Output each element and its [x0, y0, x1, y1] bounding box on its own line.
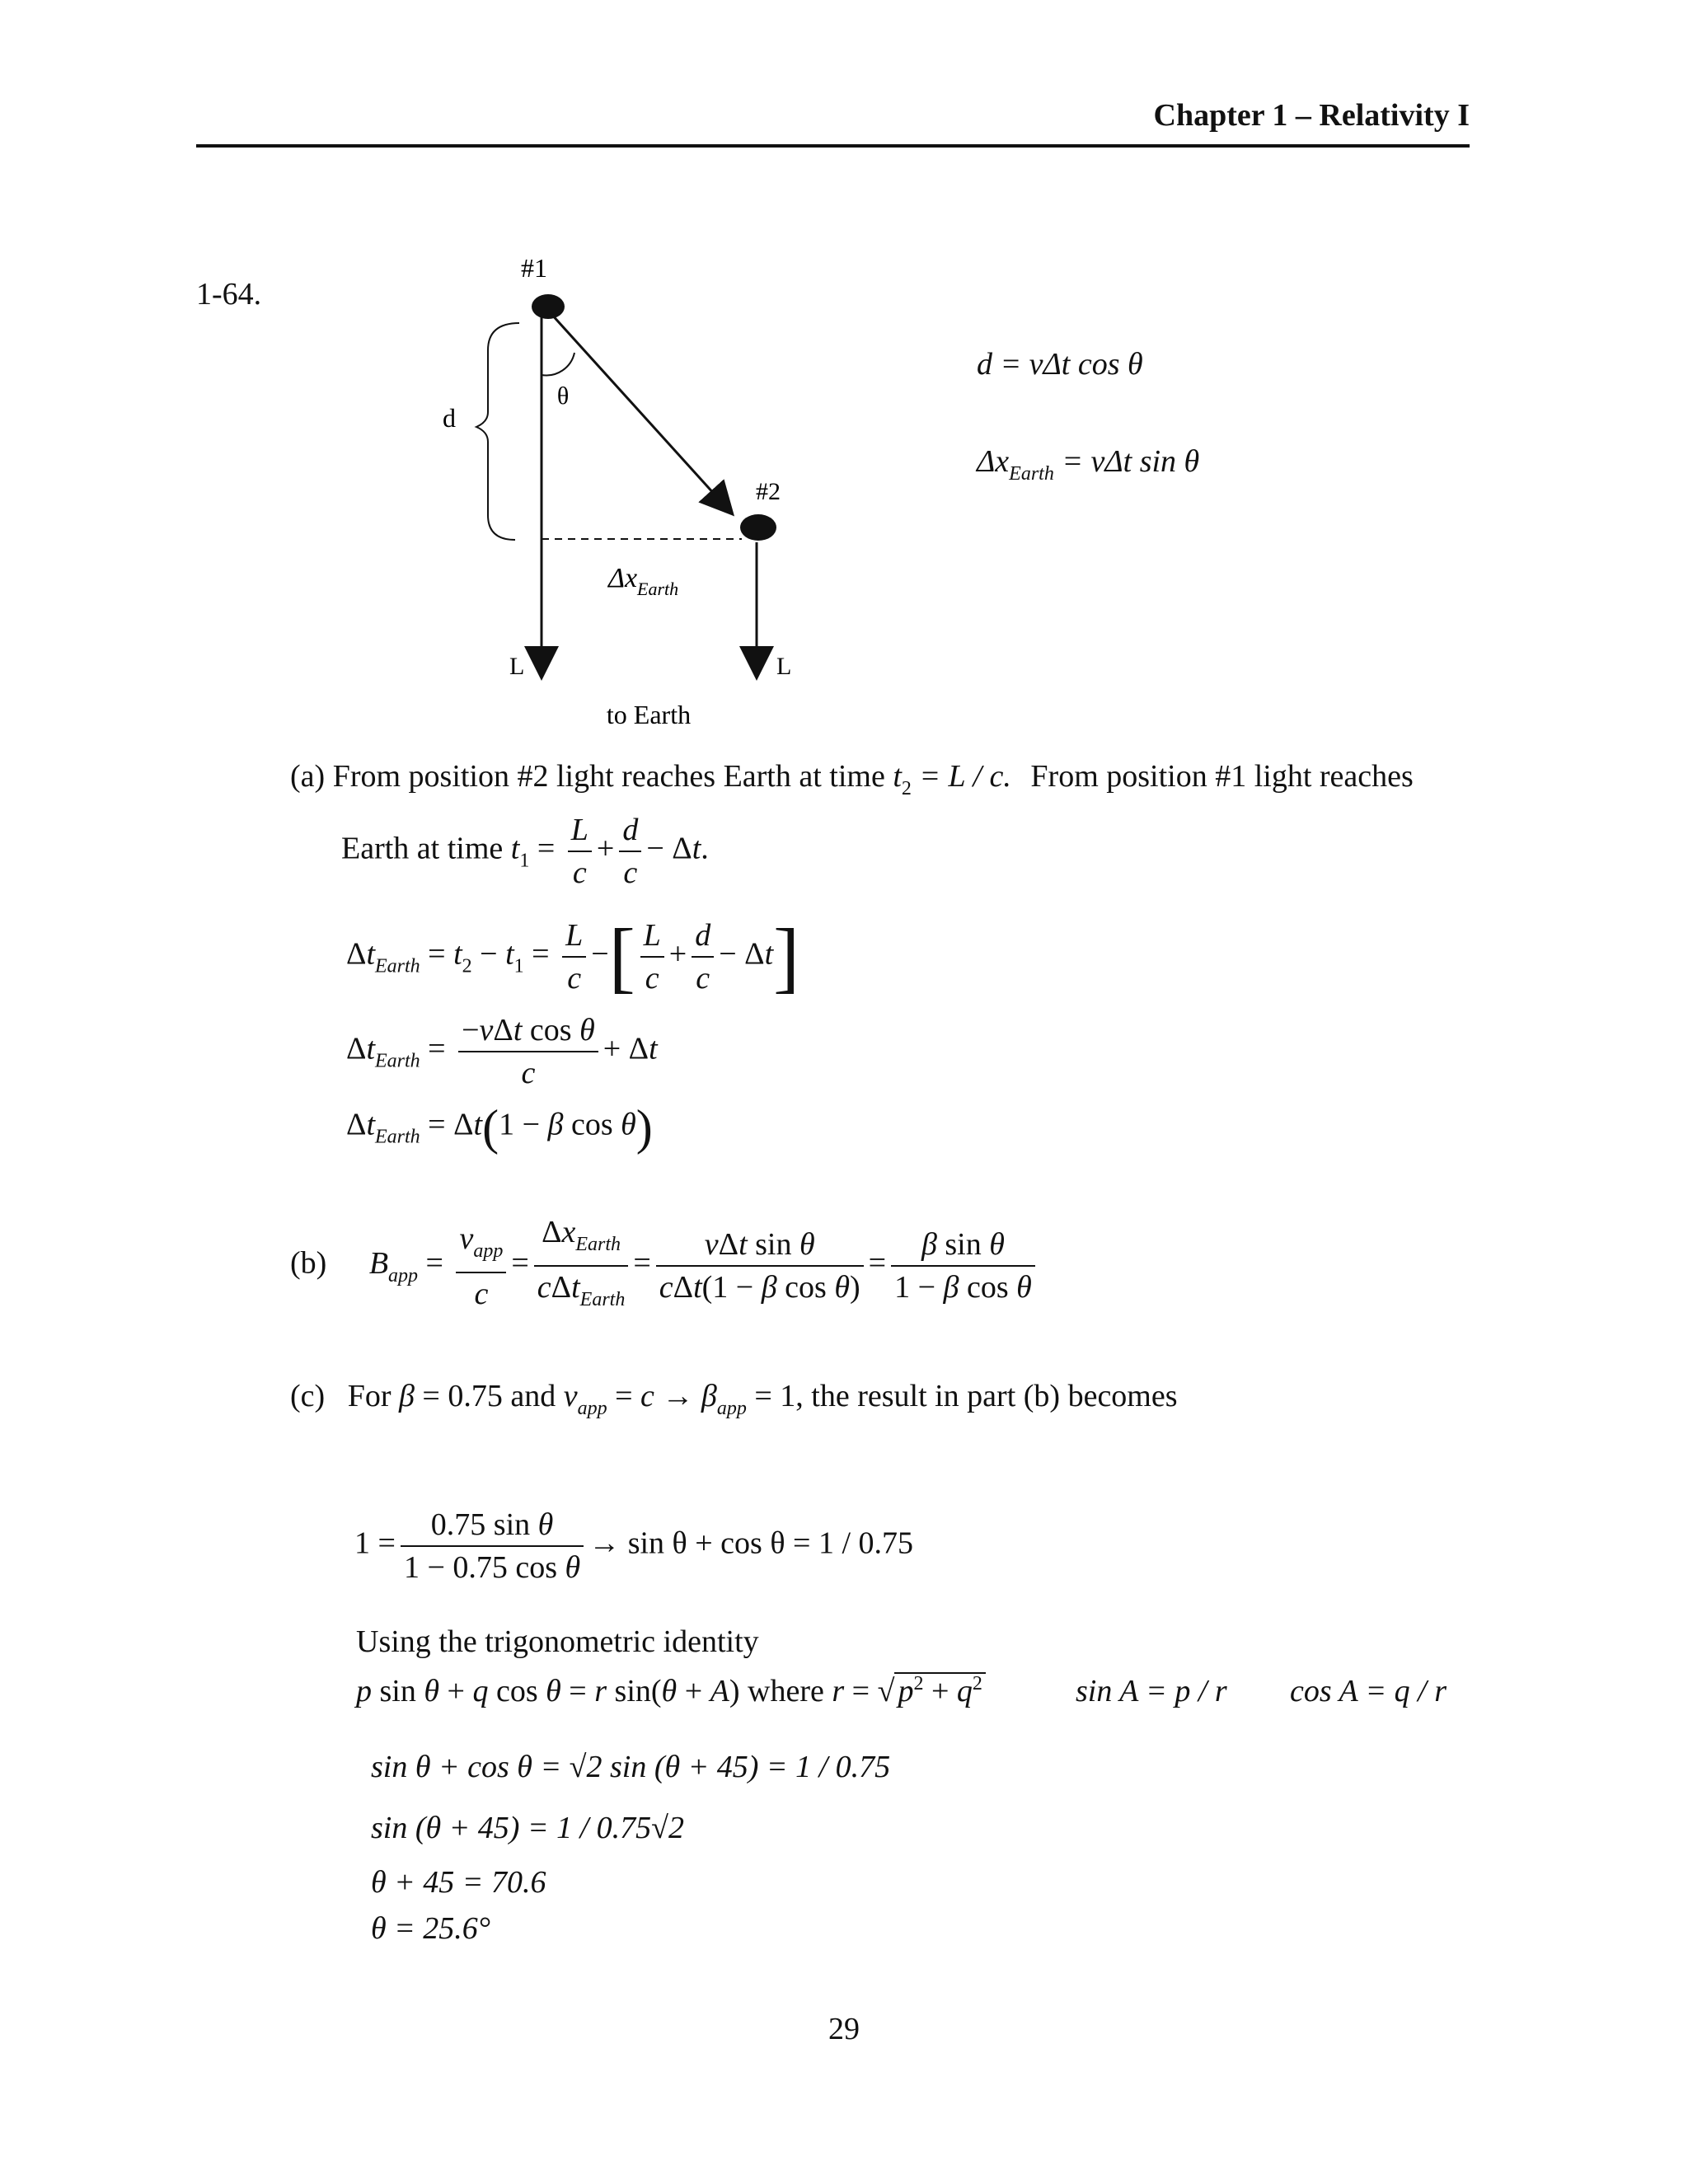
equation-dt-earth-2: $\Delta t_{Earth}$ = $\frac{\text{−vΔt cos θ}}{c}$ + Δt — [346, 1010, 658, 1094]
label-dx: $\Delta x_{Earth}$ — [608, 563, 679, 599]
cos-a-definition: cos A = q / r — [1290, 1674, 1447, 1708]
equation-d: d = vΔt cos θ — [977, 347, 1143, 382]
equation-dx-earth: $\Delta x_{Earth} = v\Delta t$ sin θ — [977, 444, 1200, 485]
part-b-label: (b) — [290, 1245, 327, 1281]
part-c-line: (c) For β = 0.75 and $v_{app} = c \to \beta_{app} = 1$, the result in part (b) becomes — [290, 1379, 1178, 1419]
label-position-2: #2 — [756, 478, 781, 505]
step-4: θ = 25.6° — [371, 1911, 491, 1946]
problem-number: 1-64. — [196, 277, 262, 312]
identity-intro: Using the trigonometric identity — [356, 1624, 759, 1659]
equation-dt-earth-1: $\Delta t_{Earth} = t_2 - t_1$ = $\frac{L}{c}$ −[ $\frac{L}{c}$ + $\frac{d}{c}$ − Δt] — [346, 912, 800, 1001]
motion-arrow — [551, 313, 731, 513]
d-brace — [476, 323, 519, 540]
page-number: 29 — [828, 2012, 860, 2046]
position-2-dot — [740, 514, 776, 541]
label-d: d — [443, 403, 456, 433]
position-1-dot — [532, 294, 565, 319]
part-b-equation: (b) $B_{app}$ = $\frac{v_{app}}{c}$ = $\frac{\Delta x_{Earth}}{c\Delta t_{Earth}}$ = $\frac{\text{vΔt sin θ}}{\text{cΔt(1 − β cos θ)}}$ = $\frac{\text{β sin θ}}{\text{1 − β cos θ}}$ — [290, 1212, 1040, 1320]
part-c-result: 1 = $\frac{\text{0.75 sin θ}}{\text{1 − 0.75 cos θ}}$ → sin θ + cos θ = 1 / 0.75 — [354, 1504, 913, 1588]
label-theta: θ — [556, 382, 570, 410]
trig-identity: p sin θ + q cos θ = r sin(θ + A) where r = √ $p^2 + q^2$ — [356, 1673, 986, 1709]
part-a-line1: (a) From position #2 light reaches Earth at time $t_2 = L / c$. From position #1 light reaches — [290, 759, 1414, 799]
header-rule — [196, 144, 1470, 148]
part-a-line2: Earth at time $t_1$ = $\frac{L}{c}$ + $\frac{d}{c}$ − Δt. — [341, 809, 709, 893]
theta-arc — [542, 353, 574, 375]
chapter-header: Chapter 1 – Relativity I — [1153, 98, 1470, 133]
part-a-label: (a) — [290, 759, 326, 794]
equation-dt-earth-3: $\Delta t_{Earth} = \Delta t(1 - \beta$ cos θ) — [346, 1100, 653, 1155]
label-to-earth: to Earth — [606, 700, 692, 729]
step-2: sin (θ + 45) = 1 / 0.75√2 — [371, 1811, 685, 1845]
relativity-figure — [412, 247, 874, 742]
step-3: θ + 45 = 70.6 — [371, 1865, 546, 1900]
label-L-right: L — [776, 653, 792, 680]
part-c-label: (c) — [290, 1379, 326, 1413]
label-L-left: L — [509, 653, 525, 680]
label-position-1: #1 — [521, 253, 547, 283]
sin-a-definition: sin A = p / r — [1076, 1674, 1227, 1708]
step-1: sin θ + cos θ = √2 sin (θ + 45) = 1 / 0.75 — [371, 1750, 891, 1784]
